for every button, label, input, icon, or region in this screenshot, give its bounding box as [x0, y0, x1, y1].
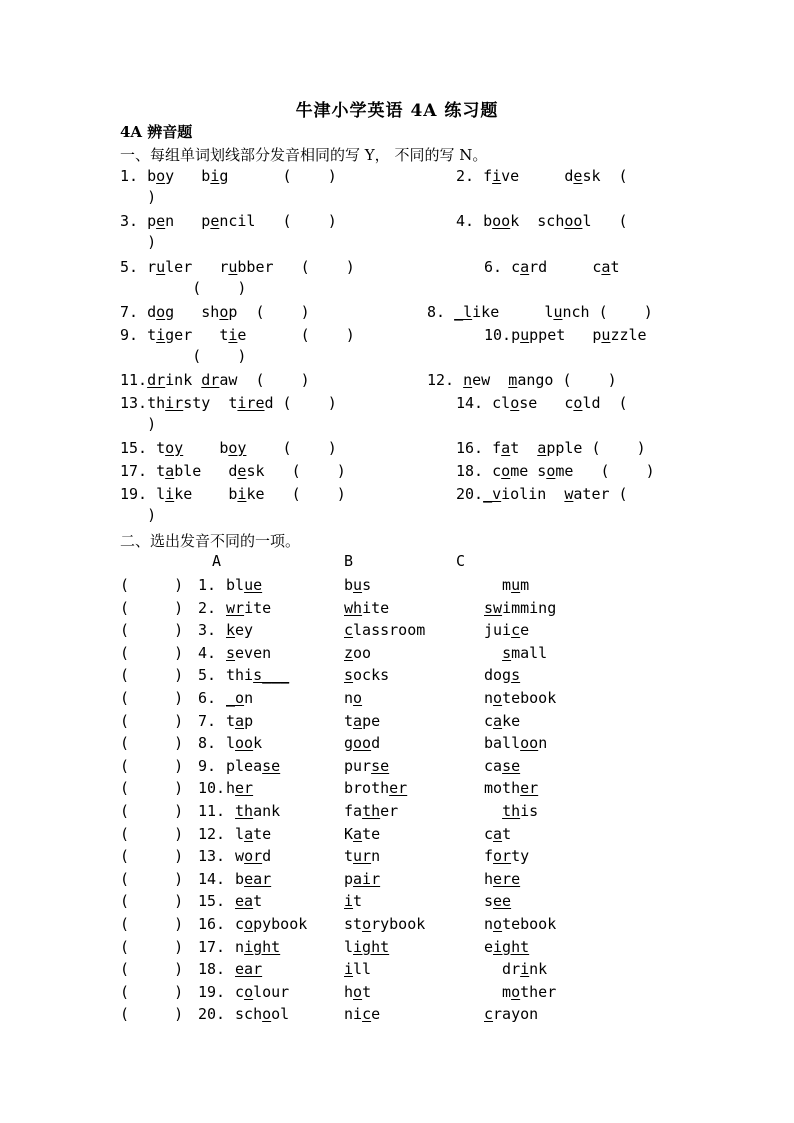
option-c: juice — [484, 621, 530, 640]
option-b: no — [344, 689, 363, 707]
item-number: 6. — [198, 689, 217, 707]
s1-item-left: 13.thirsty tired ( ) — [120, 394, 337, 412]
s1-item-right: 2. five desk ( — [456, 167, 628, 185]
option-c: eight — [484, 937, 530, 956]
option-c: see — [484, 892, 512, 911]
s1-item-left: 11.drink draw ( ) — [120, 371, 310, 389]
option-a: late — [226, 824, 272, 843]
option-b: hot — [344, 982, 372, 1001]
s1-item-right: 10.puppet puzzle — [484, 326, 647, 344]
option-c: forty — [484, 847, 530, 866]
option-c: mother — [484, 982, 557, 1001]
s1-item-left: 5. ruler rubber ( ) — [120, 258, 355, 276]
s1-item-left: ( ) — [120, 279, 247, 297]
answer-blank: ( ) — [120, 892, 184, 911]
s1-item-left: 17. table desk ( ) — [120, 462, 346, 480]
item-number: 18. — [198, 960, 226, 979]
answer-blank: ( ) — [120, 824, 184, 843]
s1-item-left: 9. tiger tie ( ) — [120, 326, 355, 344]
s1-item-right: 6. card cat — [484, 258, 620, 276]
item-number: 1. — [198, 576, 217, 594]
option-b: brother — [344, 779, 408, 798]
s1-item-left: 15. toy boy ( ) — [120, 439, 337, 457]
answer-blank: ( ) — [120, 576, 184, 594]
item-number: 8. — [198, 734, 217, 753]
answer-blank: ( ) — [120, 869, 184, 888]
section1-heading: 一、每组单词划线部分发音相同的写 Y， 不同的写 N。 — [120, 146, 488, 164]
option-a: look — [226, 734, 263, 753]
answer-blank: ( ) — [120, 734, 184, 753]
option-a: write — [226, 598, 272, 617]
answer-blank: ( ) — [120, 982, 184, 1001]
answer-blank: ( ) — [120, 711, 184, 730]
option-c: this — [502, 802, 539, 820]
option-a: seven — [226, 643, 272, 662]
s1-item-left: 1. boy big ( ) — [120, 167, 337, 185]
answer-blank: ( ) — [120, 666, 184, 685]
s1-item-right: 4. book school ( — [456, 212, 628, 230]
option-a: ear — [235, 960, 263, 979]
s1-item-left: ( ) — [120, 347, 247, 365]
s1-item-left: 19. like bike ( ) — [120, 485, 346, 503]
option-b: socks — [344, 666, 390, 685]
option-b: light — [344, 937, 390, 956]
item-number: 10. — [198, 779, 226, 798]
option-c: notebook — [484, 915, 557, 933]
option-c: balloon — [484, 734, 548, 753]
option-a: this___ — [226, 666, 290, 685]
s1-item-left: 3. pen pencil ( ) — [120, 212, 337, 230]
option-c: mum — [484, 576, 530, 594]
answer-blank: ( ) — [120, 937, 184, 956]
column-a-header: A — [212, 552, 222, 570]
item-number: 15. — [198, 892, 226, 911]
item-number: 9. — [198, 756, 217, 775]
item-number: 11. — [198, 802, 226, 820]
item-number: 13. — [198, 847, 226, 866]
option-a: eat — [235, 892, 263, 911]
item-number: 17. — [198, 937, 226, 956]
option-a: night — [226, 937, 281, 956]
page-title: 牛津小学英语 4A 练习题 — [295, 101, 499, 121]
s1-item-right: 20._violin water ( — [456, 485, 628, 503]
option-c: dogs — [484, 666, 521, 685]
option-b: white — [344, 598, 390, 617]
option-b: turn — [344, 847, 381, 866]
answer-blank: ( ) — [120, 915, 184, 933]
option-b: storybook — [344, 915, 426, 933]
option-c: cake — [484, 711, 521, 730]
option-c: case — [484, 756, 521, 775]
option-a: word — [226, 847, 272, 866]
option-b: purse — [344, 756, 390, 775]
option-a: thank — [235, 802, 281, 820]
column-c-header: C — [456, 552, 466, 570]
option-b: bus — [344, 576, 372, 594]
s1-item-right: 12. new mango ( ) — [427, 371, 617, 389]
answer-blank: ( ) — [120, 621, 184, 640]
answer-blank: ( ) — [120, 960, 184, 979]
answer-blank: ( ) — [120, 1005, 184, 1024]
item-number: 20. — [198, 1005, 226, 1024]
item-number: 12. — [198, 824, 226, 843]
s1-item-left: ) — [120, 233, 157, 251]
option-a: copybook — [226, 915, 308, 933]
item-number: 2. — [198, 598, 217, 617]
section2-heading: 二、选出发音不同的一项。 — [120, 532, 301, 550]
s1-item-right: 8. _like lunch ( ) — [427, 303, 653, 321]
option-a: tap — [226, 711, 254, 730]
option-b: Kate — [344, 824, 381, 843]
option-c: drink — [484, 960, 548, 979]
answer-blank: ( ) — [120, 779, 184, 798]
s1-item-left: 7. dog shop ( ) — [120, 303, 310, 321]
option-b: pair — [344, 869, 381, 888]
option-c: mother — [484, 779, 539, 798]
option-a: her — [226, 779, 254, 798]
option-a: please — [226, 756, 281, 775]
answer-blank: ( ) — [120, 847, 184, 866]
answer-blank: ( ) — [120, 598, 184, 617]
option-a: bear — [226, 869, 272, 888]
s1-item-left: ) — [120, 415, 157, 433]
item-number: 14. — [198, 869, 226, 888]
item-number: 5. — [198, 666, 217, 685]
option-b: nice — [344, 1005, 381, 1024]
option-b: father — [344, 802, 399, 820]
option-b: tape — [344, 711, 381, 730]
option-c: swimming — [484, 598, 557, 617]
option-c: notebook — [484, 689, 557, 707]
answer-blank: ( ) — [120, 689, 184, 707]
option-b: it — [344, 892, 363, 911]
option-b: ill — [344, 960, 372, 979]
s1-item-right: 14. close cold ( — [456, 394, 628, 412]
item-number: 16. — [198, 915, 226, 933]
answer-blank: ( ) — [120, 802, 184, 820]
option-b: good — [344, 734, 381, 753]
option-c: here — [484, 869, 521, 888]
answer-blank: ( ) — [120, 643, 184, 662]
option-a: colour — [226, 982, 290, 1001]
option-c: small — [502, 643, 548, 662]
section-subtitle: 4A 辨音题 — [120, 123, 193, 141]
s1-item-right: 18. come some ( ) — [456, 462, 655, 480]
option-b: classroom — [344, 621, 426, 640]
answer-blank: ( ) — [120, 756, 184, 775]
s1-item-left: ) — [120, 188, 157, 206]
item-number: 4. — [198, 643, 217, 662]
option-a: key — [226, 621, 254, 640]
s1-item-left: ) — [120, 506, 157, 524]
option-c: cat — [484, 824, 512, 843]
option-a: _on — [226, 689, 254, 707]
option-a: school — [226, 1005, 290, 1024]
option-b: zoo — [344, 643, 372, 662]
item-number: 19. — [198, 982, 226, 1001]
item-number: 7. — [198, 711, 217, 730]
s1-item-right: 16. fat apple ( ) — [456, 439, 646, 457]
item-number: 3. — [198, 621, 217, 640]
column-b-header: B — [344, 552, 354, 570]
option-a: blue — [226, 576, 263, 594]
option-c: crayon — [484, 1005, 539, 1024]
